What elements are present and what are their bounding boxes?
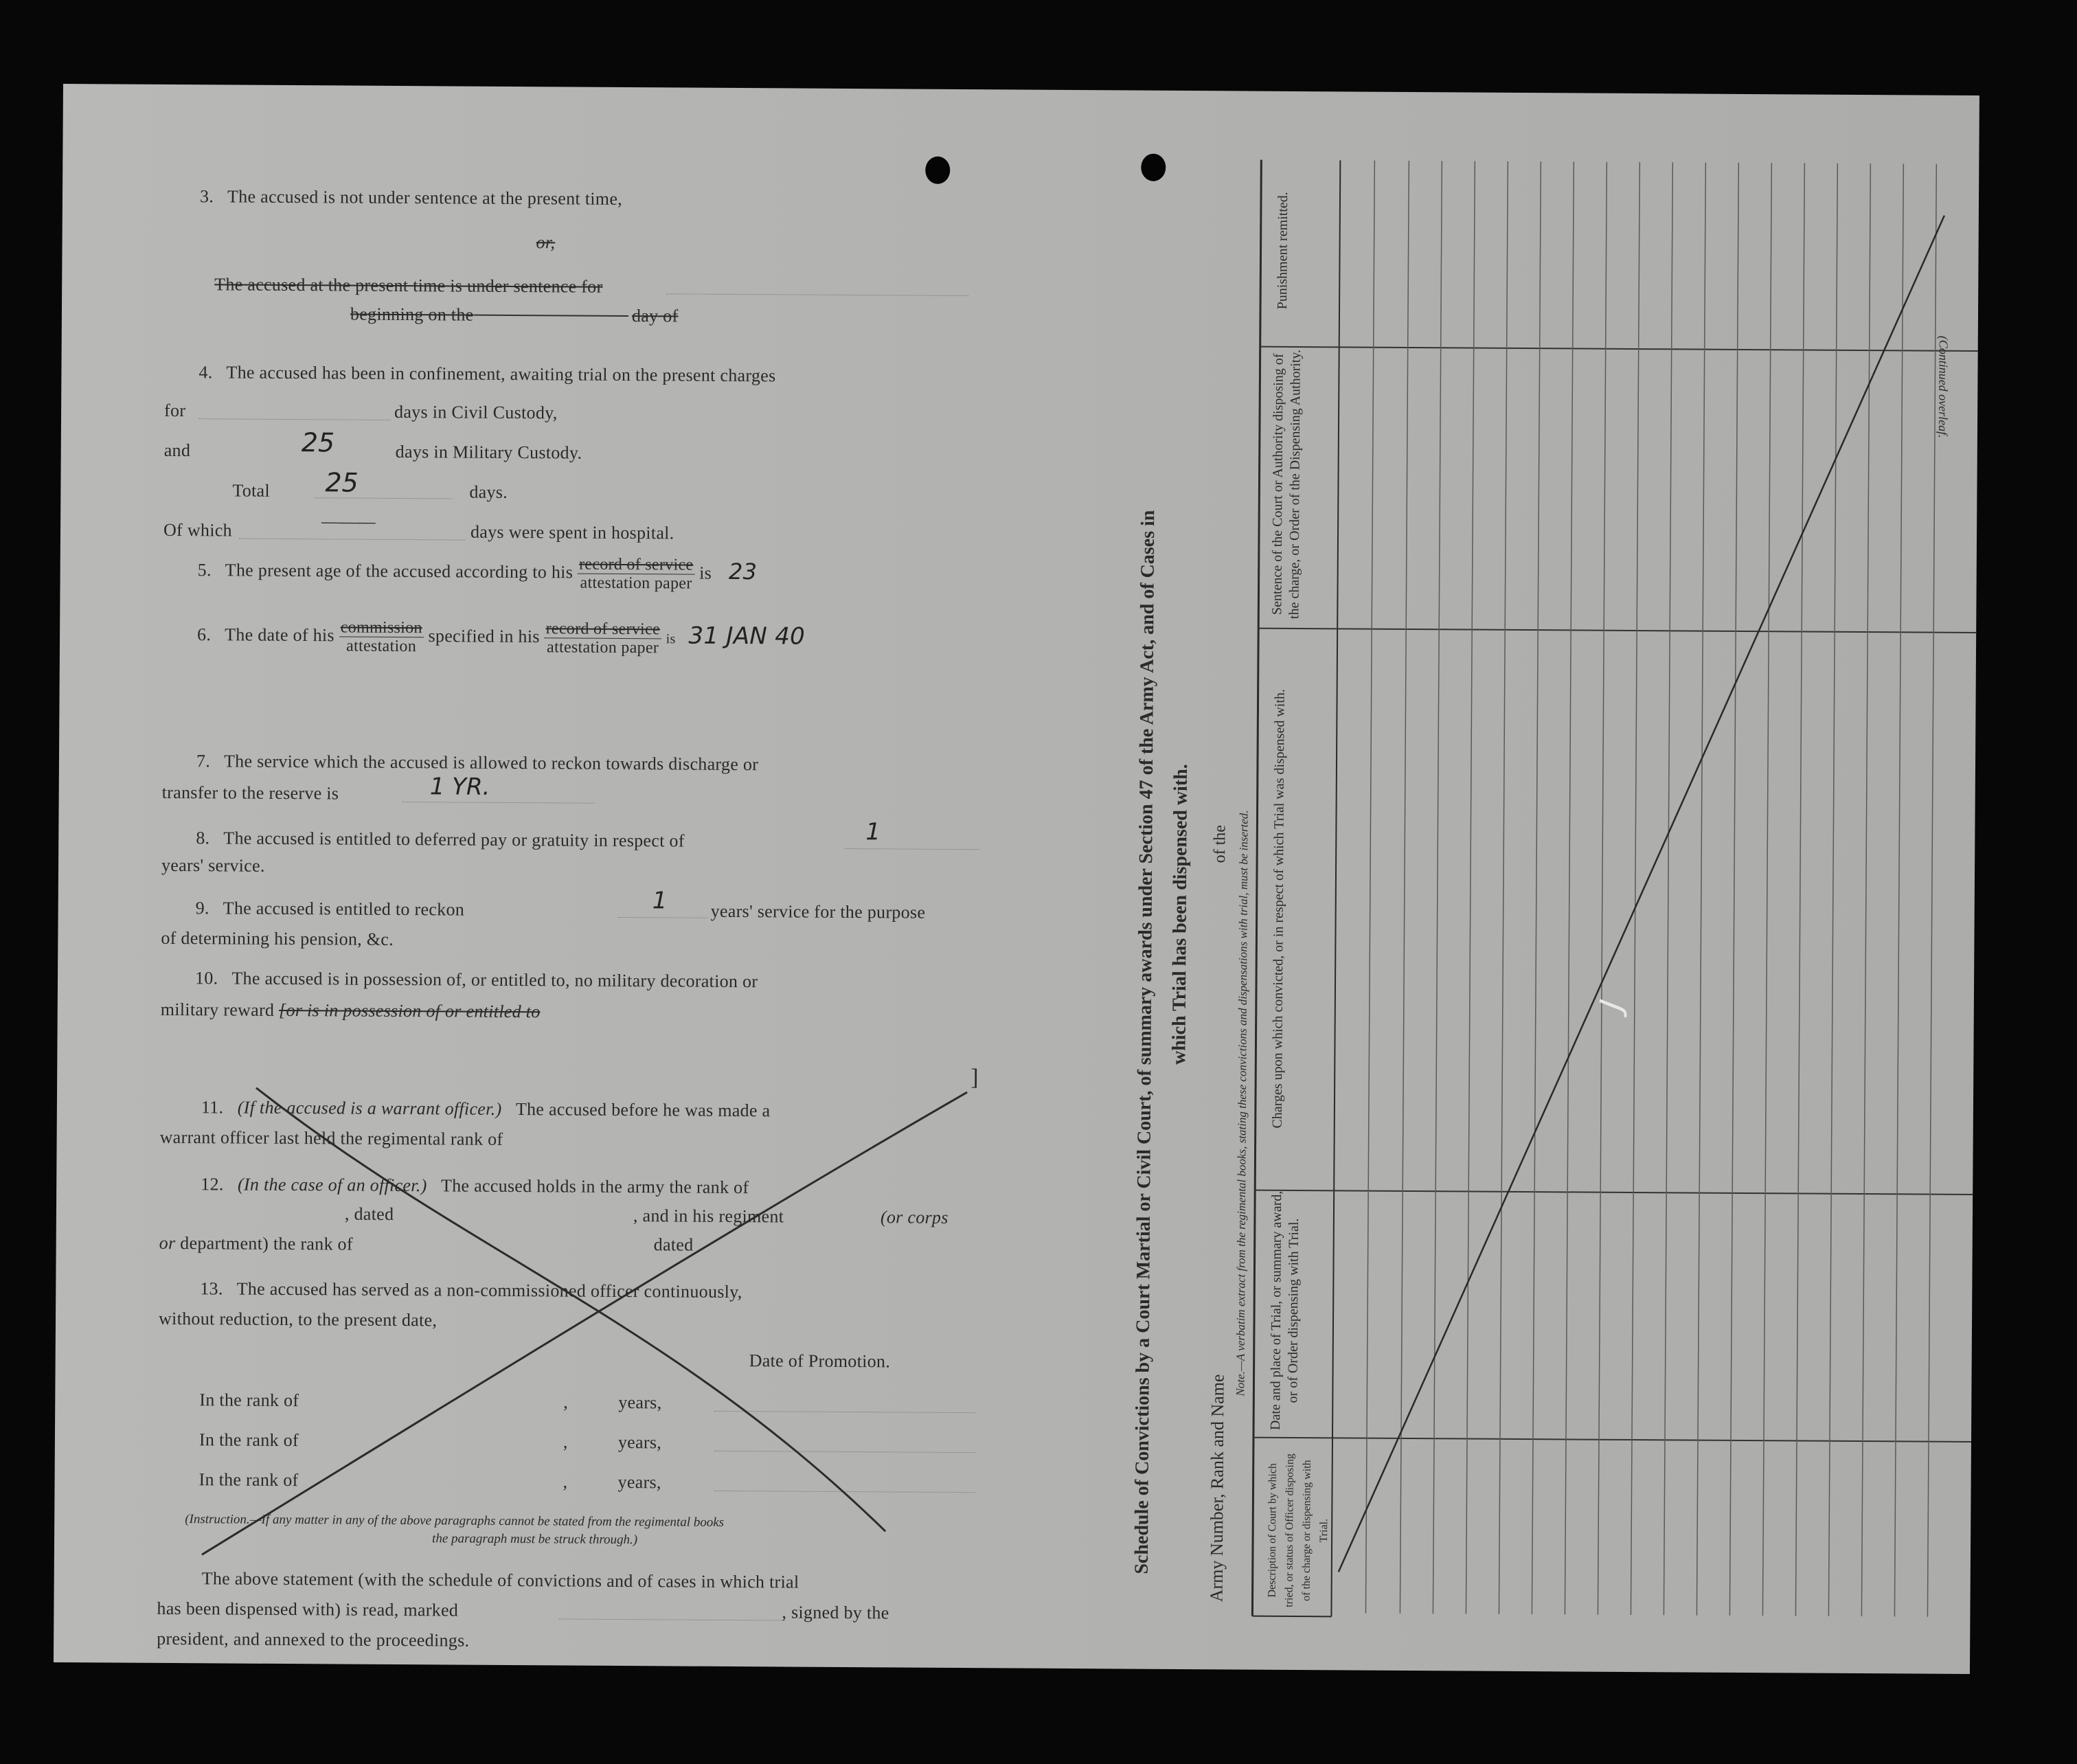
record-of-service-struck: record of service [578, 556, 695, 575]
attestation-paper: attestation paper [580, 574, 692, 593]
rank-years: years, [617, 1432, 662, 1453]
commission-struck: commission [339, 618, 424, 637]
reckon-service-value: 1 YR. [429, 773, 490, 801]
rank-comma: , [563, 1432, 568, 1452]
para-number: 9. [195, 898, 209, 918]
table-diagonal-strike [1339, 212, 1944, 1575]
of-the-text: of the [1211, 824, 1229, 863]
para-number: 8. [196, 828, 210, 848]
instruction-line-1: (Instruction.—If any matter in any of the above paragraphs cannot be stated from the regimental books [185, 1512, 725, 1530]
para-number: 6. [197, 624, 212, 645]
para-11-text: The accused before he was made a [515, 1099, 771, 1121]
attestation-date-value: 31 JAN 40 [688, 622, 806, 651]
col-header-charges [1269, 634, 1289, 1184]
para-3-struck-line2b: day of [631, 306, 679, 326]
para-number: 10. [194, 968, 218, 988]
attestation-paper: attestation paper [547, 638, 659, 657]
schedule-title-text-1: Schedule of Convictions by a Court Martial or Civil Court, of summary awards under Section 47 of the Army Act, and of Cases in [1131, 510, 1159, 1574]
rank-label: In the rank of [198, 1429, 299, 1451]
para-8-line2: years' service. [161, 855, 265, 876]
continued-overleaf-text: (Continued overleaf. [1936, 335, 1951, 438]
rank-comma: , [563, 1392, 569, 1412]
cross-out-x [54, 84, 1066, 1669]
rank-label: In the rank of [198, 1469, 299, 1491]
para-5-text: The present age of the accused according to his [225, 560, 574, 583]
para-11-condition: (If the accused is a warrant officer.) [237, 1097, 502, 1119]
date-of-promotion-header: Date of Promotion. [749, 1350, 891, 1372]
col-header-date-place [1267, 1190, 1303, 1431]
para-12-dated-2: dated [653, 1234, 694, 1255]
col-header-punishment-text: Punishment remitted. [1275, 192, 1291, 310]
department-rank: department) the rank of [180, 1233, 353, 1254]
military-reward-label: military reward [160, 999, 275, 1020]
army-number-text: Army Number, Rank and Name [1206, 1374, 1228, 1603]
total-label: Total [232, 480, 271, 501]
hospital-value: ——— [321, 511, 376, 532]
para-number: 7. [196, 751, 211, 771]
record-of-service-struck: record of service [545, 620, 662, 639]
schedule-table [1056, 90, 1979, 1674]
para-6-text-a: The date of his [225, 624, 334, 646]
col-header-sentence-text: Sentence of the Court or Authority disposing of the charge, or Order of the Dispensing Authority. [1269, 349, 1304, 620]
para-number: 5. [197, 560, 212, 580]
rank-comma: , [563, 1471, 568, 1492]
military-custody-text: days in Military Custody. [395, 441, 582, 463]
para-6-text-b: specified in his [428, 626, 540, 647]
para-9-text-b: years' service for the purpose [710, 901, 926, 923]
schedule-title-text-2: which Trial has been dispensed with. [1168, 764, 1192, 1065]
total-days-text: days. [469, 482, 508, 502]
right-page [1056, 90, 1979, 1674]
pension-years-value: 1 [652, 887, 668, 915]
bracket-mark: ] [971, 1065, 979, 1091]
para-12-condition: (In the case of an officer.) [237, 1174, 427, 1196]
left-page [54, 84, 1066, 1669]
is-word: is [699, 563, 712, 583]
hospital-label: Of which [163, 519, 232, 541]
para-12-dated-1: , dated [344, 1203, 394, 1224]
military-reward-struck: [or is in possession of or entitled to [278, 999, 541, 1022]
closing-line-2b: , signed by the [782, 1602, 889, 1623]
deferred-pay-value: 1 [865, 818, 881, 846]
hospital-text: days were spent in hospital. [470, 521, 674, 543]
closing-line-2a: has been dispensed with) is read, marked [157, 1598, 459, 1620]
para-9-line2: of determining his pension, &c. [161, 927, 394, 949]
para-7-line2: transfer to the reserve is [161, 782, 339, 804]
civil-custody-text: days in Civil Custody, [394, 401, 558, 423]
form-sheet [54, 84, 1979, 1674]
para-8-text: The accused is entitled to deferred pay or gratuity in respect of [223, 828, 685, 851]
attestation: attestation [346, 637, 417, 656]
or-word: or [159, 1232, 176, 1254]
closing-line-1: The above statement (with the schedule of convictions and of cases in which trial [201, 1568, 799, 1592]
para-4-text: The accused has been in confinement, awaiting trial on the present charges [226, 362, 776, 386]
para-4-and-label: and [163, 440, 191, 461]
col-header-description [1262, 1451, 1332, 1610]
para-4-for-label: for [164, 400, 186, 421]
para-10-text: The accused is in possession of, or entitled to, no military decoration or [231, 968, 758, 992]
col-header-charges-text: Charges upon which convicted, or in respect of which Trial was dispensed with. [1269, 689, 1288, 1129]
age-value: 23 [728, 558, 758, 585]
col-header-sentence [1269, 347, 1304, 622]
para-3-struck-line1: The accused at the present time is under sentence for [214, 274, 603, 297]
para-12-text: The accused holds in the army the rank of [440, 1175, 749, 1198]
para-3-text: The accused is not under sentence at the present time, [227, 186, 623, 209]
rank-years: years, [617, 1471, 661, 1493]
para-12-regiment: , and in his regiment [633, 1206, 784, 1227]
para-11-line2: warrant officer last held the regimental rank of [159, 1127, 503, 1149]
col-header-punishment [1274, 161, 1293, 340]
para-number: 4. [198, 362, 213, 383]
continued-overleaf [1936, 336, 1951, 438]
para-9-text-a: The accused is entitled to reckon [223, 898, 465, 920]
para-7-text: The service which the accused is allowed to reckon towards discharge or [223, 751, 759, 775]
para-13-text: The accused has served as a non-commissioned officer continuously, [236, 1278, 742, 1302]
military-custody-value: 25 [301, 427, 335, 458]
instruction-line-2: the paragraph must be struck through.) [432, 1531, 638, 1548]
rank-label: In the rank of [199, 1390, 299, 1411]
para-number: 13. [200, 1278, 223, 1299]
total-days-value: 25 [325, 467, 359, 498]
rank-years: years, [618, 1392, 662, 1413]
para-3-or: or, [536, 232, 556, 253]
closing-line-3: president, and annexed to the proceedings. [157, 1628, 470, 1651]
para-3-struck-line2a: beginning on the [350, 304, 474, 325]
para-number: 11. [201, 1097, 224, 1118]
note-text: Note.—A verbatim extract from the regimental books, stating these convictions and dispensations with trial, must be inserted. [1234, 810, 1251, 1396]
ruled-lines [1365, 161, 1936, 1617]
para-12-corps: (or corps [880, 1207, 949, 1228]
col-header-description-text: Description of Court by which tried, or status of Officer disposing of the charge or dispensing with Trial. [1266, 1454, 1330, 1607]
col-header-date-place-text: Date and place of Trial, or summary award, or of Order dispensing with Trial. [1268, 1190, 1302, 1431]
para-13-line2: without reduction, to the present date, [158, 1308, 438, 1331]
is-word: is [666, 631, 676, 647]
para-number: 12. [201, 1174, 224, 1195]
handwritten-initial: J [1591, 997, 1631, 1013]
para-number: 3. [199, 186, 214, 207]
